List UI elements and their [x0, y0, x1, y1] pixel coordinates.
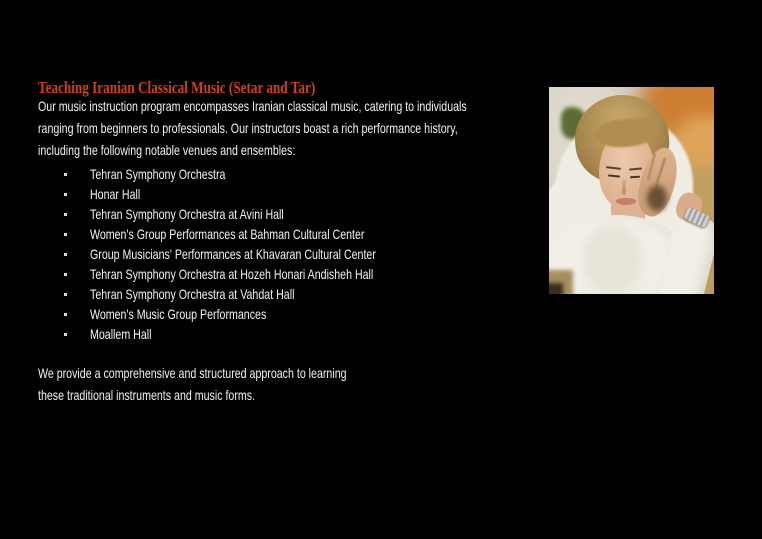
- bullet-icon: [64, 193, 67, 196]
- bullet-icon: [64, 313, 67, 316]
- bullet-icon: [64, 213, 67, 216]
- bullet-icon: [64, 233, 67, 236]
- intro-paragraph: [38, 95, 602, 161]
- photo-nose: [622, 180, 626, 195]
- outro-paragraph: [38, 362, 444, 406]
- bullet-icon: [64, 273, 67, 276]
- photo-scarf-fold: [583, 225, 643, 294]
- bullet-icon: [64, 333, 67, 336]
- outro-line: We provide a comprehensive and structured approach to learning: [38, 365, 347, 381]
- page-title-text: Teaching Iranian Classical Music (Setar and Tar): [38, 78, 316, 98]
- bullet-icon: [64, 253, 67, 256]
- content-area: Teaching Iranian Classical Music (Setar and Tar) Our music instruction program encompasses Iranian classical music, catering to individuals ranging from beginners to professionals. Our instructors boast a rich performance history, including the following notable venues and ensembles: Tehran Symphony Orchestra Honar Hall Tehran Symphony Orchestra at Avini Hall Women's Group Performances at Bahman Cultural Center Group Musicians' Performances at Khavaran Cultural Center Tehran Symphony Orchestra at Hozeh Honari Andisheh Hall Tehran Symphony Orchestra at Vahdat Hall Women's Music Group Performances Moallem Hall We provide a comprehensive and structured approach to learning these traditional instruments and music forms.: [0, 0, 762, 539]
- outro-line: these traditional instruments and music forms.: [38, 387, 256, 403]
- photo-table-shadow: [549, 283, 563, 294]
- intro-line: including the following notable venues and ensembles:: [38, 142, 296, 158]
- bullet-icon: [64, 293, 67, 296]
- bullet-icon: [64, 173, 67, 176]
- photo-hand-shadow: [647, 185, 667, 211]
- instructor-photo: [549, 87, 714, 294]
- intro-line: Our music instruction program encompasses Iranian classical music, catering to individuals: [38, 98, 467, 114]
- intro-line: ranging from beginners to professionals. Our instructors boast a rich performance history,: [38, 120, 458, 136]
